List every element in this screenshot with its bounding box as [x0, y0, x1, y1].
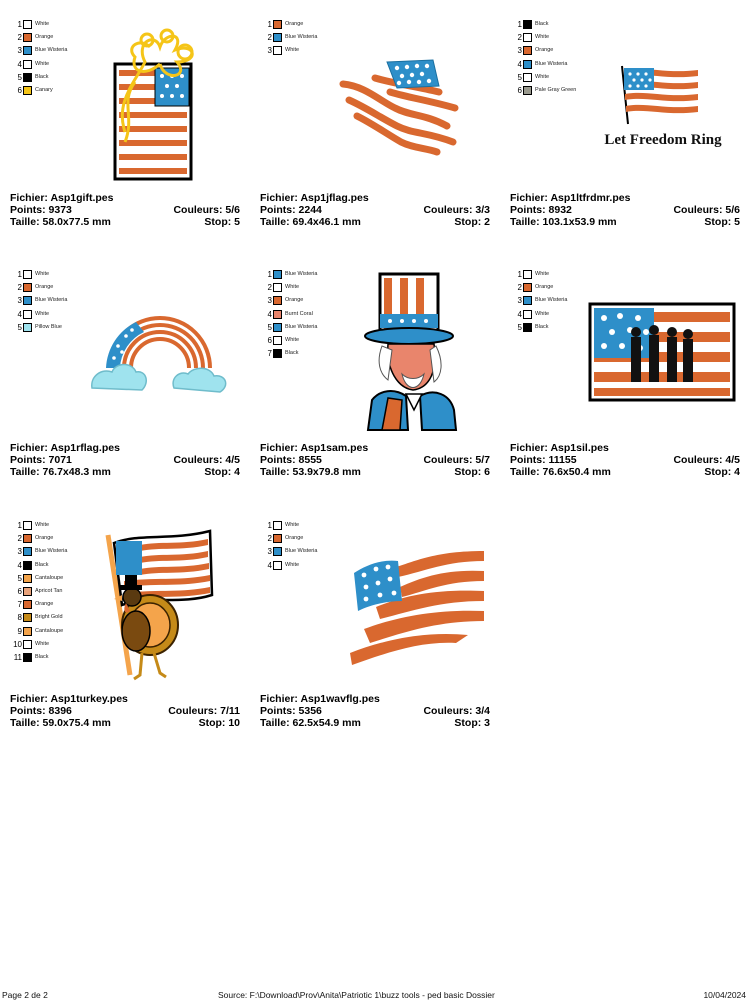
design-size: Taille: 59.0x75.4 mm: [10, 717, 111, 729]
thread-palette: [12, 268, 67, 334]
thread-color-name: Burnt Coral: [285, 310, 313, 317]
thread-number: 4: [267, 560, 272, 570]
thread-number: 4: [517, 309, 522, 319]
thread-number: 4: [267, 309, 272, 319]
thread-number: 3: [517, 46, 522, 56]
thread-color-name: Blue Wisteria: [285, 548, 318, 555]
thread-color-name: White: [285, 522, 300, 529]
thread-number: 2: [267, 534, 272, 544]
stop-count: Stop: 6: [454, 466, 490, 478]
stop-count: Stop: 4: [704, 466, 740, 478]
palette-row: [12, 598, 67, 611]
thread-palette: [12, 519, 67, 664]
thread-swatch: [23, 86, 32, 95]
thread-color-name: Black: [285, 350, 299, 357]
thread-swatch: [273, 534, 282, 543]
palette-row: [12, 638, 67, 651]
thread-color-name: Black: [35, 73, 49, 80]
design-size: Taille: 53.9x79.8 mm: [260, 466, 361, 478]
thread-color-name: Blue Wisteria: [285, 271, 318, 278]
thread-number: 2: [17, 33, 22, 43]
file-name: Fichier: Asp1wavflg.pes: [260, 693, 380, 705]
thread-color-name: White: [535, 73, 550, 80]
design-thumbnail: [100, 525, 224, 685]
thread-number: 2: [267, 33, 272, 43]
thread-swatch: [273, 336, 282, 345]
thread-number: 2: [17, 534, 22, 544]
palette-row: [12, 651, 67, 664]
stop-count: Stop: 5: [204, 216, 240, 228]
thread-number: 4: [17, 59, 22, 69]
palette-row: [262, 347, 317, 360]
file-name: Fichier: Asp1sam.pes: [260, 442, 369, 454]
palette-row: [262, 281, 317, 294]
file-name: Fichier: Asp1turkey.pes: [10, 693, 128, 705]
palette-row: [12, 268, 67, 281]
thread-swatch: [523, 86, 532, 95]
thread-number: 8: [17, 613, 22, 623]
thread-swatch: [23, 561, 32, 570]
thread-swatch: [523, 310, 532, 319]
thread-number: 2: [517, 283, 522, 293]
design-info: [260, 192, 490, 228]
thread-color-name: Orange: [35, 535, 54, 542]
palette-row: [12, 585, 67, 598]
design-card: [10, 18, 246, 254]
design-thumbnail: [588, 302, 738, 402]
thread-swatch: [523, 296, 532, 305]
stitch-count: Points: 8932: [510, 204, 572, 216]
palette-row: [12, 559, 67, 572]
palette-row: [12, 281, 67, 294]
thread-number: 11: [13, 652, 22, 662]
file-name: Fichier: Asp1sil.pes: [510, 442, 609, 454]
design-thumbnail: [358, 270, 468, 432]
thread-number: 7: [17, 600, 22, 610]
thread-color-name: Orange: [535, 47, 554, 54]
color-count: Couleurs: 5/6: [673, 204, 740, 216]
thread-number: 5: [517, 72, 522, 82]
design-thumbnail: [88, 306, 238, 402]
palette-row: [512, 71, 576, 84]
thread-swatch: [273, 349, 282, 358]
design-info: [10, 442, 240, 478]
stitch-count: Points: 9373: [10, 204, 72, 216]
palette-row: [12, 84, 67, 97]
thread-swatch: [23, 310, 32, 319]
design-card: [510, 268, 746, 504]
thread-swatch: [23, 33, 32, 42]
thread-palette: [262, 268, 317, 360]
palette-row: [512, 308, 567, 321]
stop-count: Stop: 2: [454, 216, 490, 228]
design-info: [10, 693, 240, 729]
palette-row: [12, 18, 67, 31]
palette-row: [512, 294, 567, 307]
thread-number: 1: [17, 270, 22, 280]
design-size: Taille: 62.5x54.9 mm: [260, 717, 361, 729]
thread-number: 1: [17, 20, 22, 30]
thread-swatch: [23, 521, 32, 530]
thread-number: 3: [517, 296, 522, 306]
thread-number: 3: [17, 547, 22, 557]
thread-color-name: Orange: [35, 284, 54, 291]
thread-swatch: [273, 46, 282, 55]
thread-swatch: [273, 33, 282, 42]
file-name: Fichier: Asp1gift.pes: [10, 192, 114, 204]
thread-color-name: Orange: [285, 535, 304, 542]
file-name: Fichier: Asp1ltfrdmr.pes: [510, 192, 631, 204]
palette-row: [12, 532, 67, 545]
design-thumbnail: [105, 22, 215, 182]
thread-swatch: [523, 20, 532, 29]
thread-swatch: [273, 296, 282, 305]
palette-row: [262, 545, 317, 558]
thread-color-name: White: [35, 522, 50, 529]
thread-color-name: Blue Wisteria: [35, 548, 68, 555]
palette-row: [262, 31, 317, 44]
thread-number: 4: [517, 59, 522, 69]
palette-row: [12, 321, 67, 334]
thread-swatch: [523, 33, 532, 42]
palette-row: [12, 31, 67, 44]
thread-swatch: [23, 587, 32, 596]
thread-palette: [262, 519, 317, 572]
palette-row: [512, 44, 576, 57]
thread-number: 1: [517, 270, 522, 280]
design-info: [260, 693, 490, 729]
stitch-count: Points: 8396: [10, 705, 72, 717]
thread-color-name: White: [35, 310, 50, 317]
thread-color-name: White: [35, 60, 50, 67]
design-card: [10, 268, 246, 504]
thread-swatch: [273, 323, 282, 332]
palette-row: [262, 321, 317, 334]
thread-swatch: [23, 600, 32, 609]
color-count: Couleurs: 3/3: [423, 204, 490, 216]
design-thumbnail: [335, 56, 465, 156]
thread-color-name: Black: [535, 21, 549, 28]
thread-number: 3: [17, 296, 22, 306]
thread-color-name: White: [535, 271, 550, 278]
palette-row: [262, 532, 317, 545]
thread-color-name: White: [285, 337, 300, 344]
thread-number: 4: [17, 309, 22, 319]
thread-swatch: [273, 561, 282, 570]
thread-swatch: [523, 60, 532, 69]
thread-number: 6: [267, 336, 272, 346]
thread-swatch: [23, 296, 32, 305]
thread-swatch: [23, 283, 32, 292]
palette-row: [262, 334, 317, 347]
palette-row: [262, 519, 317, 532]
color-count: Couleurs: 4/5: [673, 454, 740, 466]
palette-row: [512, 84, 576, 97]
thread-swatch: [23, 613, 32, 622]
design-card: [510, 18, 746, 254]
file-name: Fichier: Asp1jflag.pes: [260, 192, 369, 204]
thread-swatch: [273, 310, 282, 319]
thread-swatch: [523, 283, 532, 292]
thread-swatch: [23, 534, 32, 543]
thread-number: 2: [517, 33, 522, 43]
color-count: Couleurs: 5/6: [173, 204, 240, 216]
thread-number: 5: [17, 322, 22, 332]
stop-count: Stop: 10: [198, 717, 240, 729]
source-path: Source: F:\Download\Prov\Anita\Patriotic 1\buzz tools - ped basic Dossier: [218, 990, 495, 1000]
design-info: [510, 442, 740, 478]
palette-row: [512, 58, 576, 71]
stitch-count: Points: 2244: [260, 204, 322, 216]
thread-color-name: Orange: [35, 34, 54, 41]
thread-color-name: Black: [35, 653, 49, 660]
thread-color-name: White: [535, 310, 550, 317]
thread-palette: [512, 18, 576, 97]
stop-count: Stop: 3: [454, 717, 490, 729]
thread-palette: [262, 18, 317, 58]
thread-number: 9: [17, 626, 22, 636]
thread-swatch: [273, 521, 282, 530]
thread-color-name: White: [35, 271, 50, 278]
design-info: [10, 192, 240, 228]
palette-row: [12, 44, 67, 57]
thread-number: 5: [517, 322, 522, 332]
design-info: [260, 442, 490, 478]
stitch-count: Points: 8555: [260, 454, 322, 466]
stop-count: Stop: 5: [704, 216, 740, 228]
thread-swatch: [23, 653, 32, 662]
thread-color-name: Blue Wisteria: [535, 60, 568, 67]
palette-row: [12, 519, 67, 532]
thread-color-name: Canary: [35, 87, 53, 94]
thread-swatch: [273, 547, 282, 556]
thread-color-name: Cantaloupe: [35, 574, 64, 581]
design-art-text: Let Freedom Ring: [604, 132, 722, 148]
thread-color-name: Black: [35, 561, 49, 568]
thread-color-name: White: [35, 21, 50, 28]
thread-color-name: Bright Gold: [35, 614, 63, 621]
stop-count: Stop: 4: [204, 466, 240, 478]
thread-color-name: Cantaloupe: [35, 627, 64, 634]
thread-number: 2: [17, 283, 22, 293]
thread-number: 1: [267, 20, 272, 30]
thread-color-name: Black: [535, 323, 549, 330]
thread-color-name: White: [35, 640, 50, 647]
palette-row: [262, 294, 317, 307]
thread-number: 1: [517, 20, 522, 30]
palette-row: [12, 625, 67, 638]
palette-row: [12, 58, 67, 71]
thread-color-name: White: [285, 284, 300, 291]
design-card: [260, 519, 496, 755]
thread-swatch: [273, 20, 282, 29]
thread-color-name: Blue Wisteria: [285, 34, 318, 41]
thread-color-name: White: [535, 34, 550, 41]
file-name: Fichier: Asp1rflag.pes: [10, 442, 120, 454]
thread-number: 1: [267, 270, 272, 280]
thread-number: 3: [267, 547, 272, 557]
palette-row: [12, 572, 67, 585]
palette-row: [12, 308, 67, 321]
thread-number: 3: [267, 46, 272, 56]
palette-row: [12, 545, 67, 558]
thread-color-name: White: [285, 47, 300, 54]
stitch-count: Points: 7071: [10, 454, 72, 466]
palette-row: [262, 44, 317, 57]
thread-palette: [12, 18, 67, 97]
palette-row: [512, 18, 576, 31]
design-thumbnail: [336, 537, 486, 669]
palette-row: [12, 294, 67, 307]
stitch-count: Points: 5356: [260, 705, 322, 717]
thread-color-name: Blue Wisteria: [35, 47, 68, 54]
thread-number: 1: [267, 521, 272, 531]
thread-swatch: [23, 20, 32, 29]
palette-row: [12, 71, 67, 84]
thread-swatch: [23, 60, 32, 69]
design-size: Taille: 69.4x46.1 mm: [260, 216, 361, 228]
thread-number: 3: [267, 296, 272, 306]
thread-color-name: Orange: [35, 601, 54, 608]
thread-number: 6: [517, 86, 522, 96]
thread-swatch: [523, 73, 532, 82]
palette-row: [12, 611, 67, 624]
design-card: [260, 18, 496, 254]
thread-number: 5: [17, 573, 22, 583]
design-size: Taille: 58.0x77.5 mm: [10, 216, 111, 228]
design-size: Taille: 103.1x53.9 mm: [510, 216, 617, 228]
color-count: Couleurs: 5/7: [423, 454, 490, 466]
thread-number: 3: [17, 46, 22, 56]
thread-number: 7: [267, 349, 272, 359]
color-count: Couleurs: 7/11: [168, 705, 240, 717]
page-number: Page 2 de 2: [2, 990, 48, 1000]
thread-color-name: Orange: [535, 284, 554, 291]
thread-color-name: Apricot Tan: [35, 588, 63, 595]
palette-row: [262, 559, 317, 572]
thread-swatch: [273, 270, 282, 279]
thread-color-name: Blue Wisteria: [35, 297, 68, 304]
palette-row: [512, 268, 567, 281]
thread-color-name: Orange: [285, 297, 304, 304]
stitch-count: Points: 11155: [510, 454, 577, 466]
thread-swatch: [23, 547, 32, 556]
thread-number: 5: [17, 72, 22, 82]
thread-palette: [512, 268, 567, 334]
palette-row: [512, 321, 567, 334]
thread-swatch: [23, 270, 32, 279]
palette-row: [262, 268, 317, 281]
thread-swatch: [23, 46, 32, 55]
thread-swatch: [523, 323, 532, 332]
thread-color-name: Blue Wisteria: [285, 323, 318, 330]
thread-swatch: [523, 270, 532, 279]
thread-color-name: Pillow Blue: [35, 323, 62, 330]
design-card: [260, 268, 496, 504]
palette-row: [512, 281, 567, 294]
thread-color-name: White: [285, 561, 300, 568]
thread-number: 6: [17, 587, 22, 597]
thread-swatch: [23, 73, 32, 82]
thread-swatch: [523, 46, 532, 55]
design-size: Taille: 76.6x50.4 mm: [510, 466, 611, 478]
palette-row: [262, 18, 317, 31]
thread-swatch: [23, 323, 32, 332]
thread-number: 2: [267, 283, 272, 293]
thread-number: 1: [17, 521, 22, 531]
color-count: Couleurs: 3/4: [423, 705, 490, 717]
print-date: 10/04/2024: [703, 990, 746, 1000]
design-info: [510, 192, 740, 228]
palette-row: [512, 31, 576, 44]
thread-swatch: [273, 283, 282, 292]
design-card: [10, 519, 246, 755]
thread-number: 5: [267, 322, 272, 332]
thread-number: 6: [17, 86, 22, 96]
thread-swatch: [23, 574, 32, 583]
thread-swatch: [23, 640, 32, 649]
thread-swatch: [23, 627, 32, 636]
color-count: Couleurs: 4/5: [173, 454, 240, 466]
thread-color-name: Blue Wisteria: [535, 297, 568, 304]
thread-color-name: Orange: [285, 21, 304, 28]
design-thumbnail: [586, 62, 740, 150]
thread-color-name: Pale Gray Green: [535, 87, 577, 94]
palette-row: [262, 308, 317, 321]
design-size: Taille: 76.7x48.3 mm: [10, 466, 111, 478]
thread-number: 10: [13, 639, 22, 649]
thread-number: 4: [17, 560, 22, 570]
